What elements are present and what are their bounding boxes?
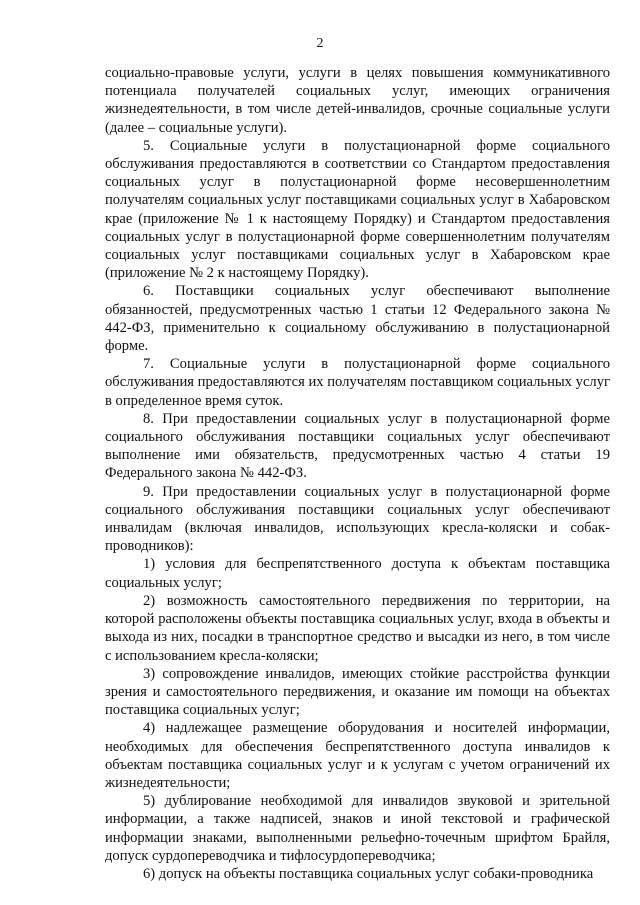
paragraph-services-list-continued: социально-правовые услуги, услуги в целях повышения коммуникативного потенциала получателей социальных услуг, имеющих ограничения жизнедеятельности, в том числе детей-инвалидов, срочные социальные услуги (далее – социальные услуги). [105,65,610,136]
list-item-4-equipment-placement: 4) надлежащее размещение оборудования и носителей информации, необходимых для обеспечения беспрепятственного доступа инвалидов к объектам поставщика социальных услуг и к услугам с учетом ограничений их жизнедеятельности; [105,720,610,791]
paragraph-8-commitments: 8. При предоставлении социальных услуг в полустационарной форме социального обслуживания поставщики социальных услуг обеспечивают выполнение ими обязательств, предусмотренных частью 4 статьи 19 Федерального закона № 442-ФЗ. [105,410,610,482]
paragraph-6-obligations: 6. Поставщики социальных услуг обеспечивают выполнение обязанностей, предусмотренных частью 1 статьи 12 Федерального закона № 442-ФЗ, применительно к социальному обслуживанию в полустационарной форме. [105,283,610,355]
list-item-3-escort: 3) сопровождение инвалидов, имеющих стойкие расстройства функции зрения и самостоятельного передвижения, и оказание им помощи на объектах поставщика социальных услуг; [105,665,610,719]
document-body [105,64,610,883]
paragraph-5-standards: 5. Социальные услуги в полустационарной форме социального обслуживания предоставляются в соответствии со Стандартом предоставления социальных услуг в полустационарной форме несовершеннолетним получателям социальных услуг поставщиками социальных услуг в Хабаровском крае (приложение № 1 к настоящему Порядку) и Стандартом предоставления социальных услуг в полустационарной форме совершеннолетним получателям социальных услуг поставщиками социальных услуг в Хабаровском крае (приложение № 2 к настоящему Порядку). [105,137,610,282]
list-item-2-independent-movement: 2) возможность самостоятельного передвижения по территории, на которой расположены объекты поставщика социальных услуг, входа в объекты и выхода из них, посадки в транспортное средство и высадки из него, в том числе с использованием кресла-коляски; [105,592,610,664]
paragraph-7-time-of-day: 7. Социальные услуги в полустационарной форме социального обслуживания предоставляются их получателям поставщиком социальных услуг в определенное время суток. [105,356,610,409]
list-item-6-guide-dog-admission: 6) допуск на объекты поставщика социальных услуг собаки-проводника [143,865,594,882]
page-number: 2 [316,36,324,51]
list-item-5-duplication-braille: 5) дублирование необходимой для инвалидов звуковой и зрительной информации, а также надписей, знаков и иной текстовой и графической информации знаками, выполненными рельефно-точечным шрифтом Брайля, допуск сурдопереводчика и тифлосурдопереводчика; [105,793,610,864]
paragraph-9-disability-access: 9. При предоставлении социальных услуг в полустационарной форме социального обслуживания поставщики социальных услуг обеспечивают инвалидам (включая инвалидов, использующих кресла-коляски и собак-проводников): [105,483,610,555]
list-item-1-unobstructed-access: 1) условия для беспрепятственного доступа к объектам поставщика социальных услуг; [105,556,610,591]
